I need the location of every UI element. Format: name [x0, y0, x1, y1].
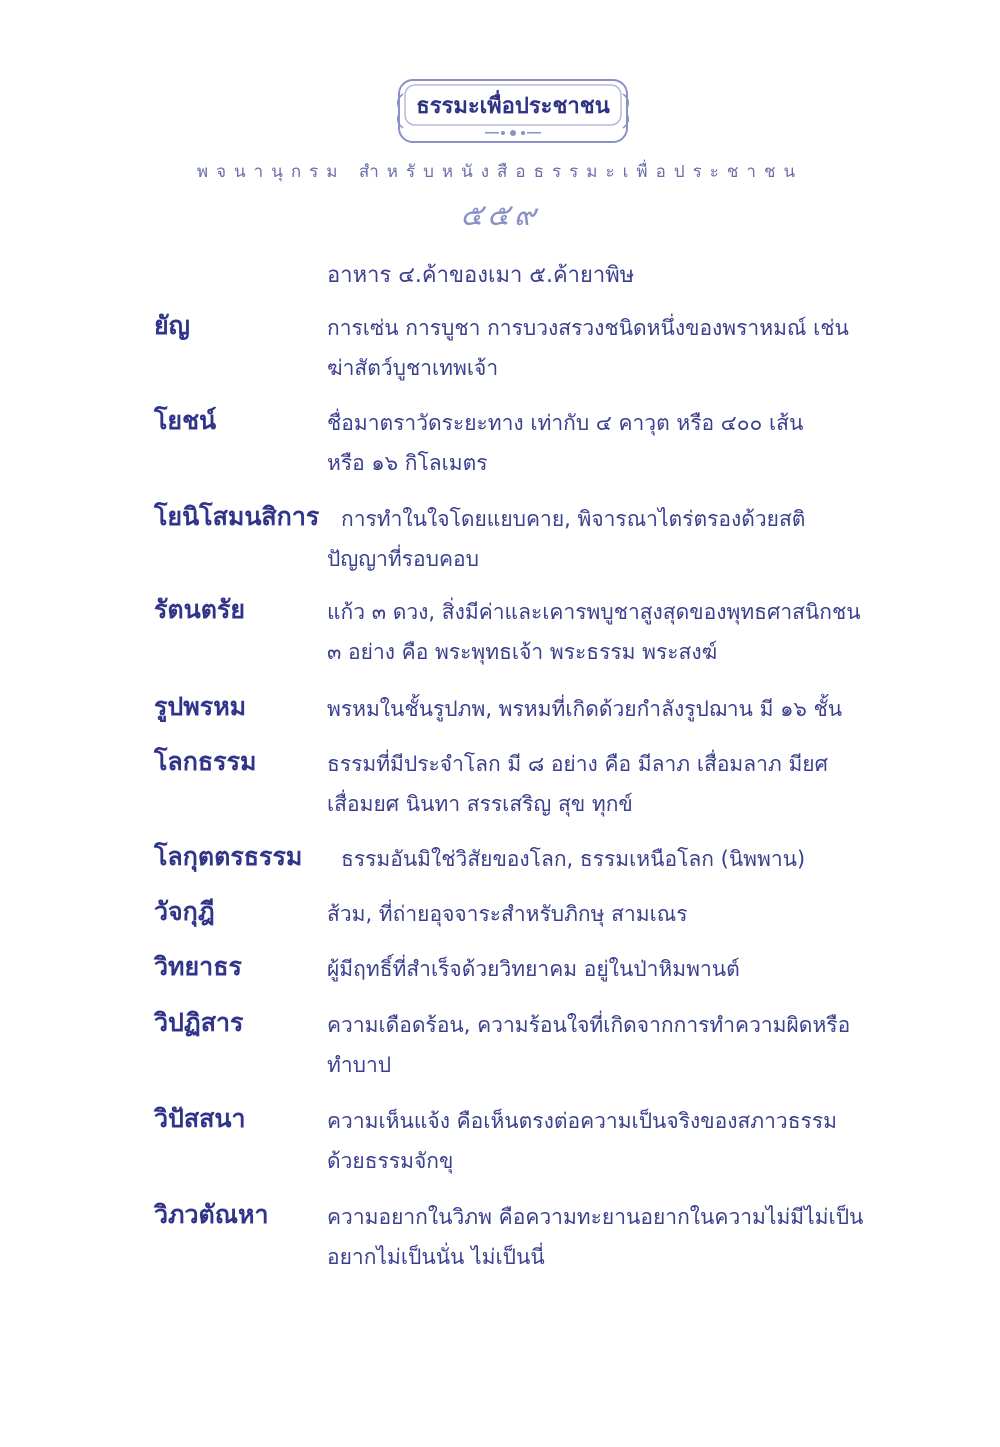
entry-term: รูปพรหม	[154, 692, 247, 721]
entry-term: วิภวตัณหา	[154, 1200, 269, 1229]
dictionary-subtitle: พจนานุกรม สำหรับหนังสือธรรมะเพื่อประชาชน	[196, 162, 804, 182]
entry-definition	[327, 949, 887, 989]
definition-line: ความอยากในวิภพ คือความทะยานอยากในความไม่มีไม่เป็น	[327, 1205, 864, 1229]
definition-line: ผู้มีฤทธิ์ที่สำเร็จด้วยวิทยาคม อยู่ในป่าหิมพานต์	[327, 957, 740, 981]
entry-definition	[327, 1005, 887, 1085]
definition-line: ๓ อย่าง คือ พระพุทธเจ้า พระธรรม พระสงฆ์	[327, 640, 718, 664]
page-number: ๕๕๙	[460, 198, 540, 233]
definition-line: ทำบาป	[327, 1053, 392, 1077]
definition-line: ธรรมอันมิใช่วิสัยของโลก, ธรรมเหนือโลก (นิพพาน)	[341, 847, 806, 871]
definition-line: ความเห็นแจ้ง คือเห็นตรงต่อความเป็นจริงของสภาวธรรม	[327, 1109, 837, 1133]
definition-line: ชื่อมาตราวัดระยะทาง เท่ากับ ๔ คาวุต หรือ ๔๐๐ เส้น	[327, 411, 804, 435]
entry-definition	[327, 1197, 887, 1277]
entry-definition	[327, 308, 887, 388]
entry-definition	[327, 894, 887, 934]
entry-definition	[327, 744, 887, 824]
definition-line: ส้วม, ที่ถ่ายอุจจาระสำหรับภิกษุ สามเณร	[327, 902, 688, 926]
definition-line: พรหมในชั้นรูปภพ, พรหมที่เกิดด้วยกำลังรูปฌาน มี ๑๖ ชั้น	[327, 697, 843, 721]
definition-line: ความเดือดร้อน, ความร้อนใจที่เกิดจากการทำความผิดหรือ	[327, 1013, 851, 1037]
entry-term: โยนิโสมนสิการ	[154, 502, 320, 531]
entry-term: วิทยาธร	[154, 952, 242, 981]
definition-line: การเซ่น การบูชา การบวงสรวงชนิดหนึ่งของพราหมณ์ เช่น	[327, 316, 849, 340]
definition-line: เสื่อมยศ นินทา สรรเสริญ สุข ทุกข์	[327, 792, 633, 816]
logo-text: ธรรมะเพื่อประชาชน	[416, 93, 610, 119]
definition-line: การทำในใจโดยแยบคาย, พิจารณาไตร่ตรองด้วยสติ	[341, 507, 806, 531]
entry-term: วิปัสสนา	[154, 1104, 246, 1133]
definition-line: ฆ่าสัตว์บูชาเทพเจ้า	[327, 356, 499, 380]
book-logo	[397, 78, 629, 144]
entry-definition	[341, 839, 886, 879]
entry-term: รัตนตรัย	[154, 595, 246, 624]
entry-definition	[327, 403, 887, 483]
entry-definition	[327, 499, 886, 579]
continued-definition: อาหาร ๔.ค้าของเมา ๕.ค้ายาพิษ	[327, 263, 635, 288]
definition-line: แก้ว ๓ ดวง, สิ่งมีค่าและเคารพบูชาสูงสุดของพุทธศาสนิกชน	[327, 600, 861, 624]
entry-definition	[327, 1101, 887, 1181]
entry-term: โลกธรรม	[154, 747, 257, 776]
entry-term: โยชน์	[154, 406, 217, 435]
entry-term: ยัญ	[154, 311, 190, 340]
entry-term: โลกุตตรธรรม	[154, 842, 303, 871]
entry-term: วัจกุฎี	[154, 897, 215, 926]
entry-definition	[327, 689, 887, 729]
definition-line: ด้วยธรรมจักขุ	[327, 1149, 454, 1173]
entry-definition	[327, 592, 887, 672]
definition-line: ธรรมที่มีประจำโลก มี ๘ อย่าง คือ มีลาภ เสื่อมลาภ มียศ	[327, 752, 828, 776]
entry-term: วิปฏิสาร	[154, 1008, 244, 1037]
definition-line: ปัญญาที่รอบคอบ	[327, 547, 479, 571]
definition-line: อยากไม่เป็นนั่น ไม่เป็นนี่	[327, 1245, 545, 1269]
definition-line: หรือ ๑๖ กิโลเมตร	[327, 451, 488, 475]
